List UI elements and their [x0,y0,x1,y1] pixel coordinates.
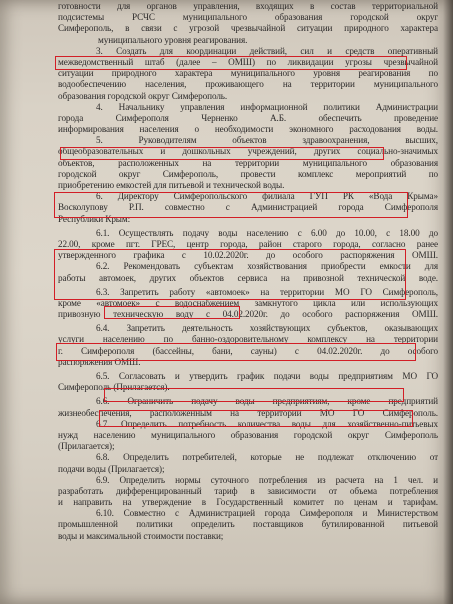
highlight-box [104,388,404,402]
text-line: воды и максимальной стоимости поставки; [58,530,224,541]
text-line: города Симферополя Черненко А.Б. обеспечить проведение [58,112,438,123]
text-line: водообеспечению населения, проживающего на территории муниципального [58,79,438,90]
text-line: 5. Руководителям объектов здравоохранения, высших, [96,135,438,146]
text-line: жизнеобеспечения, расположенным на территории МО ГО Симферополь. [58,407,438,418]
highlight-box [56,343,416,361]
text-line: приобретению емкостей для питьевой и технической воды. [58,180,285,190]
highlight-box [54,192,408,218]
text-line: 6.7. Определить потребность количества воды для хозяйственно-питьевых [96,418,438,429]
text-line: Симферополь (Прилагается). [58,382,170,393]
text-line: 6.6. Ограничить подачу воды предприятиям, кроме предприятий [96,396,438,407]
highlight-box [99,410,413,427]
page-shadow [443,0,453,604]
text-line: межведомственный штаб (далее – ОМШ) по ликвидации угрозы чрезвычайной [58,56,438,67]
text-line: 6.3. Запретить работу «автомоек» на территории МО ГО Симферополь, [96,286,438,297]
text-line: подсистемы РСЧС муниципального образования городской округ [58,12,438,23]
text-line: информирования населения о необходимости экономного расходования воды. [58,124,438,135]
text-line: и направить на утверждение в Государственный комитет по ценам и тарифам. [58,497,438,508]
text-line: 6.8. Определить потребителей, которые не подлежат отключению от [96,452,438,463]
text-line: разработать дифференцированный тариф в зависимости от объема потребления [58,485,438,496]
highlight-box [55,56,407,70]
text-line: 3. Создать для координации действий, сил и средств оперативный [96,45,438,56]
text-line: 6.5. Согласовать и утвердить график подачи воды предприятиям МО ГО [96,371,438,381]
text-line: услуги населению по банно-оздоровительному комплексу на территории [58,334,438,345]
text-line: 6. Директору Симферопольского филиала ГУП РК «Вода Крыма» [96,191,438,202]
text-line: 6.1. Осуществлять подачу воды населению с 6.00 до 10.00, с 18.00 до [96,227,438,238]
text-line: г. Симферополя (бассейны, бани, сауны) с 04.02.2020г. до особого [58,345,438,356]
text-line: ситуации природного характера муниципального уровня реагирования по [58,68,438,79]
text-line: (Прилагается); [58,441,115,452]
text-line: 6.9. Определить нормы суточного потребления из расчета на 1 чел. и [96,474,438,485]
text-line: образования городской округ Симферополь. [58,90,228,101]
text-line: кроме «автомоек» с водоснабжением замкнутого цикла или использующих [58,297,438,308]
text-line: привозную техническую воду с 04.02.2020г. до особого распоряжения ОМШ. [58,309,438,320]
text-line: общеобразовательных и дошкольных учреждений, других социально-значимых [58,146,438,157]
highlight-box [60,147,384,160]
text-line: 6.4. Запретить деятельность хозяйствующих субъектов, оказывающих [96,323,438,334]
text-line: нужд населению муниципального образования городской округ Симферополь [58,429,438,440]
text-line: Симферополь, в связи с угрозой чрезвычайной ситуации природного характера [58,23,438,34]
text-line: 6.10. Совместно с Администрацией города Симферополя и Министерством [96,508,438,519]
text-line: Республики Крым: [58,213,131,224]
highlight-box [104,306,240,319]
text-line: Восколупову Р.П. совместно с Администрацией города Симферополя [58,202,438,213]
text-line: объектов, расположенных на территории муниципального образования [58,157,438,168]
text-line: распоряжения ОМШ. [58,356,141,367]
text-line: 6.2. Рекомендовать субъектам хозяйствования приобрести емкости для [96,261,438,272]
text-line: 4. Начальнику управления информационной политики Администрации [96,101,438,112]
text-line: утвержденного графика с 10.02.2020г. до особого распоряжения ОМШ. [58,250,438,261]
text-line: промышленной политики определить поставщиков бутилированной питьевой [58,519,438,530]
text-line: работы автомоек, других объектов сервиса на привозной технической воде. [58,272,438,283]
highlight-box [54,249,406,300]
text-line: готовности для органов управления, входящих в состав территориальной [58,1,438,11]
text-line: муниципального уровня реагирования. [98,34,248,45]
text-line: подачи воды (Прилагается); [58,463,165,474]
text-line: 22.00, кроме пгт. ГРЕС, центр города, район старого города, согласно ранее [58,238,438,249]
text-line: городской округ Симферополь, провести комплекс мероприятий по [58,168,438,179]
